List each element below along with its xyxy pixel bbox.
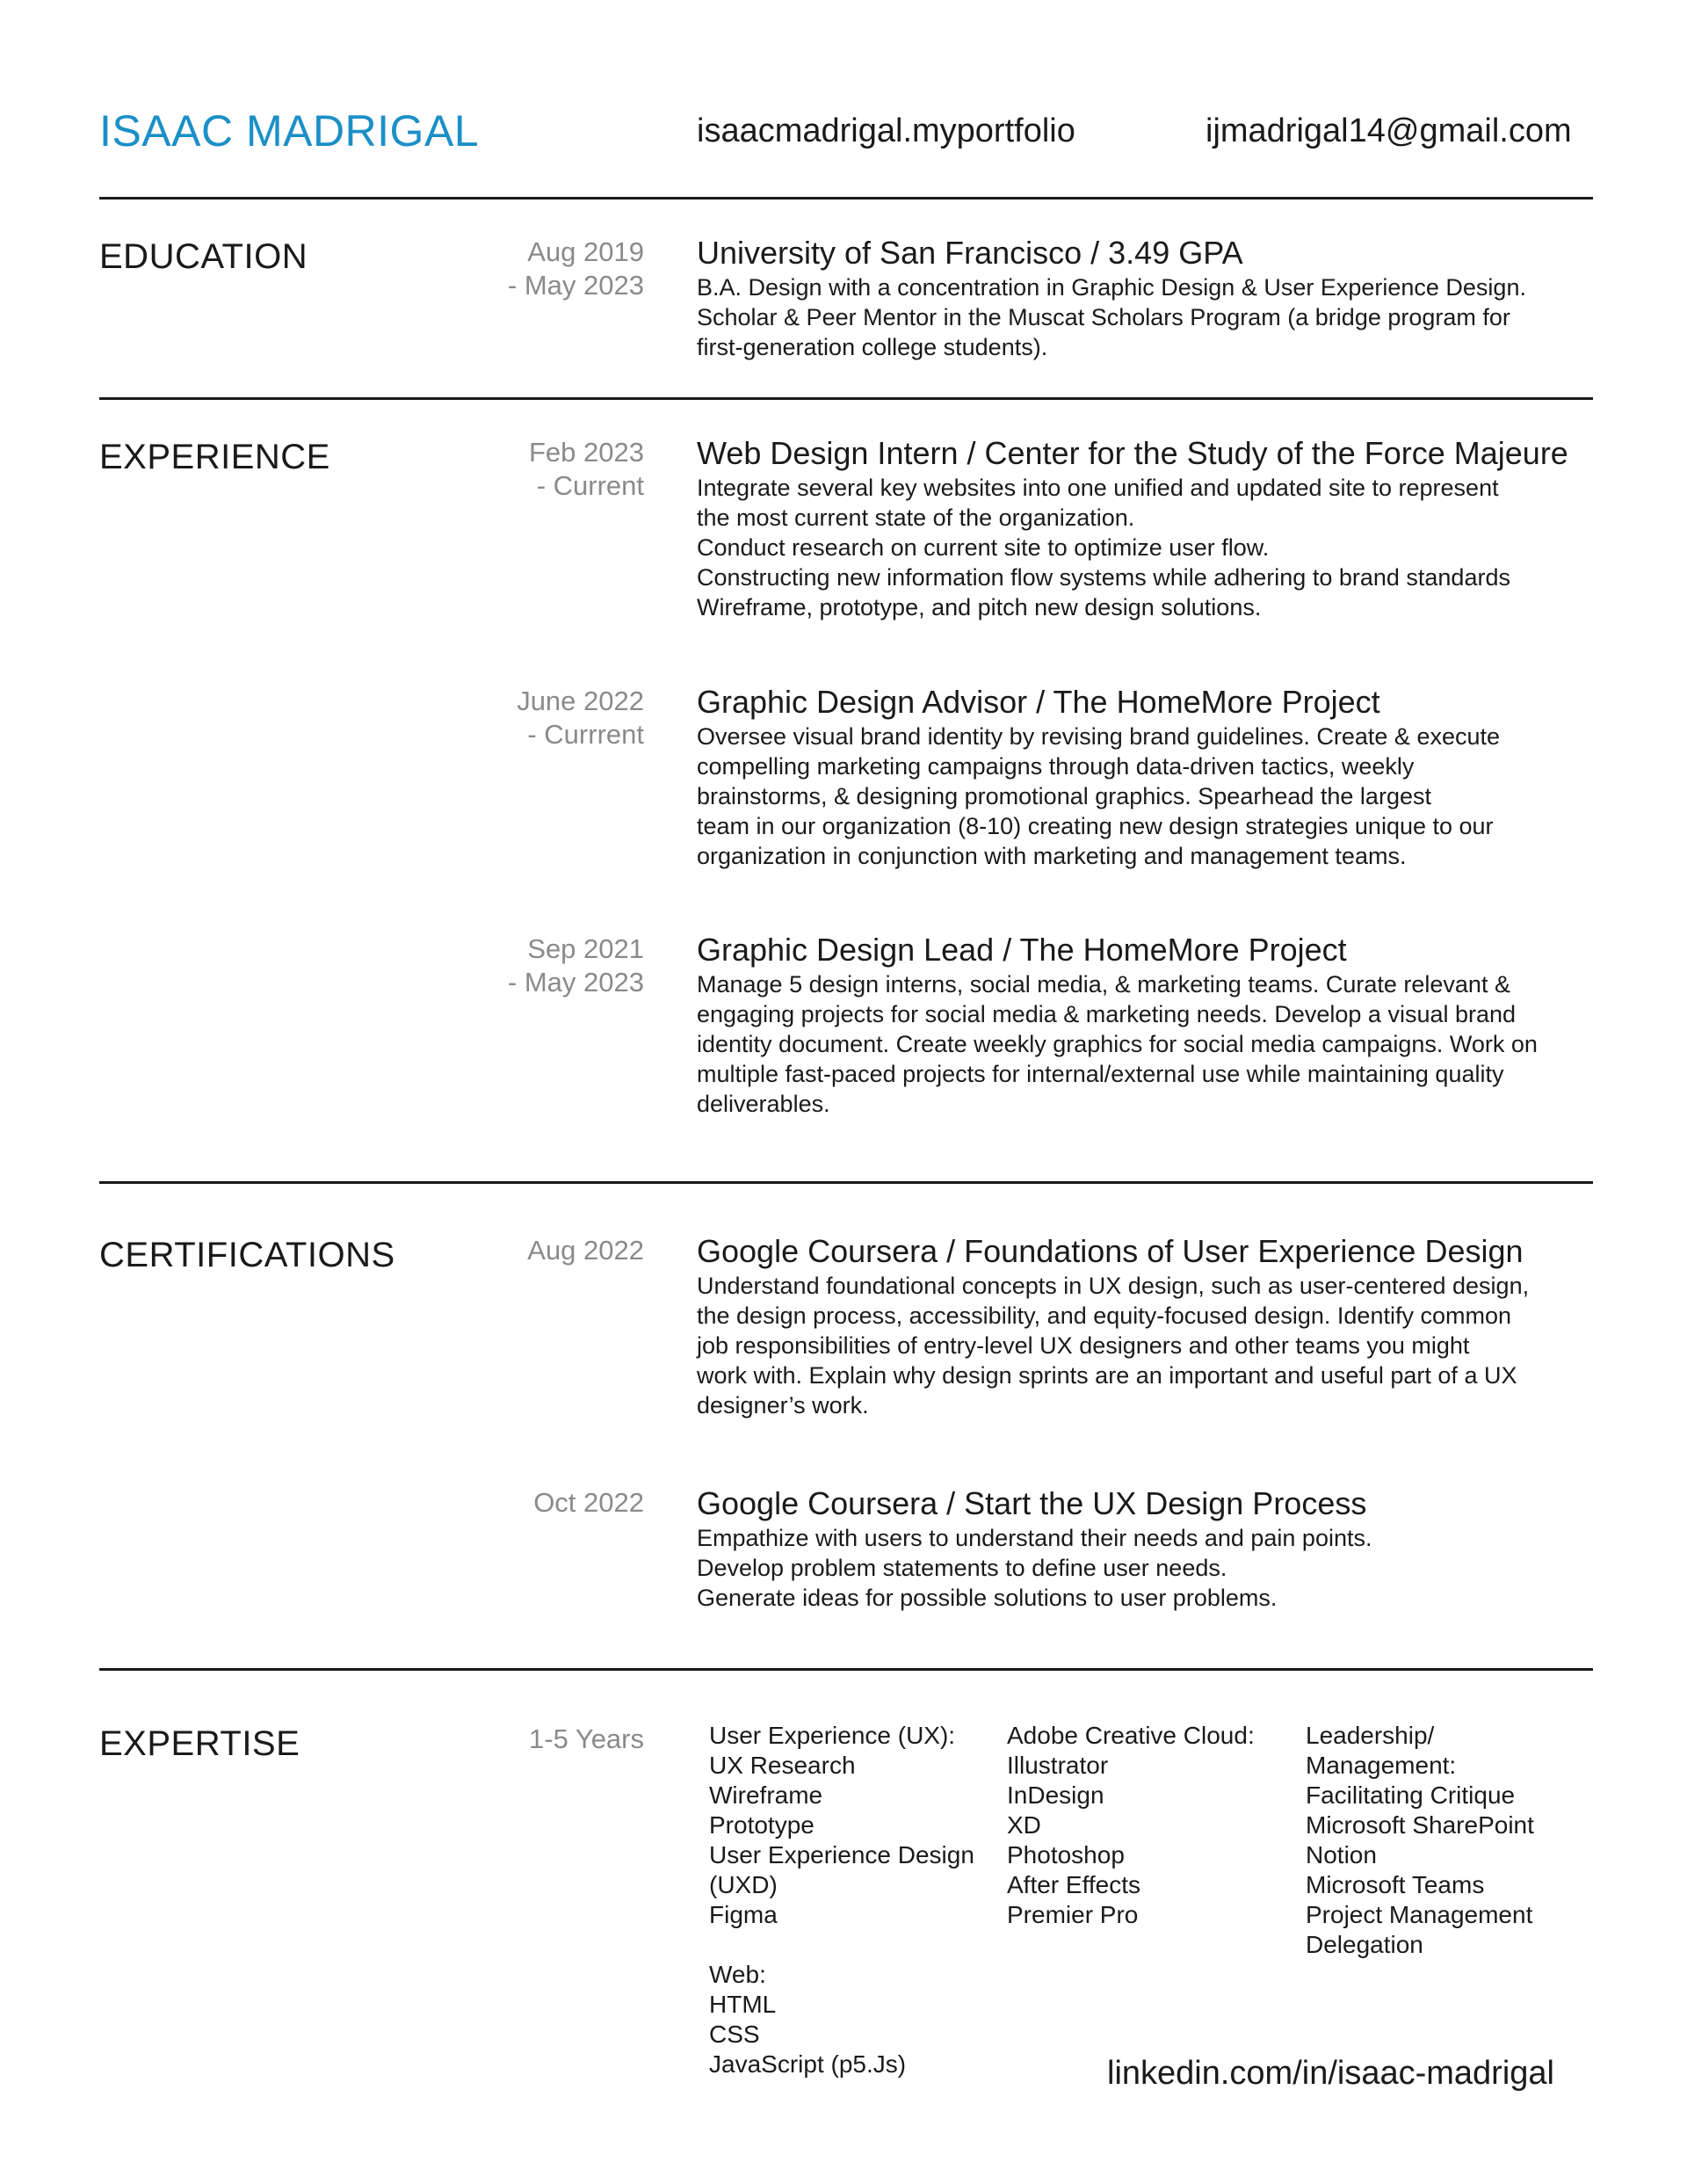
- portfolio-link[interactable]: isaacmadrigal.myportfolio: [697, 112, 1075, 149]
- section-divider: [99, 1668, 1593, 1671]
- entry-title: Graphic Design Lead / The HomeMore Project: [697, 932, 1347, 968]
- entry-date: Aug 2022: [527, 1235, 644, 1266]
- expertise-duration: 1-5 Years: [529, 1723, 644, 1754]
- certification-entry: [697, 1484, 1602, 1613]
- section-divider: [99, 1181, 1593, 1184]
- entry-title: Graphic Design Advisor / The HomeMore Project: [697, 684, 1380, 720]
- entry-description: Manage 5 design interns, social media, & marketing teams. Curate relevant & engaging projects for social media & marketing needs. Develop a visual brand identity document. Create weekly graphics for social media campaigns. Work on multiple fast-paced projects for internal/external use while maintaining quality deliverables.: [697, 971, 1538, 1117]
- entry-date: Oct 2022: [533, 1487, 644, 1518]
- entry-date: Aug 2019 - May 2023: [507, 236, 644, 301]
- experience-entry: [697, 931, 1602, 1119]
- expertise-column-adobe: Adobe Creative Cloud: Illustrator InDesign XD Photoshop After Effects Premier Pro: [1007, 1722, 1255, 1928]
- certification-entry: [697, 1232, 1602, 1420]
- section-title-experience: EXPERIENCE: [99, 438, 330, 476]
- entry-description: B.A. Design with a concentration in Graphic Design & User Experience Design. Scholar & Peer Mentor in the Muscat Scholars Program (a bridge program for first-generation college students).: [697, 274, 1526, 360]
- entry-description: Understand foundational concepts in UX design, such as user-centered design, the design process, accessibility, and equity-focused design. Identify common job responsibilities of entry-level UX designers and other teams you might work with. Explain why design sprints are an important and useful part of a UX designer’s work.: [697, 1273, 1530, 1419]
- section-divider: [99, 197, 1593, 200]
- section-title-education: EDUCATION: [99, 237, 308, 276]
- entry-description: Empathize with users to understand their needs and pain points. Develop problem statements to define user needs. Generate ideas for possible solutions to user problems.: [697, 1525, 1372, 1611]
- entry-date: Sep 2021 - May 2023: [507, 933, 644, 998]
- entry-title: Web Design Intern / Center for the Study of the Force Majeure: [697, 435, 1568, 471]
- experience-entry: [697, 683, 1602, 871]
- resume-name: ISAAC MADRIGAL: [99, 106, 480, 156]
- entry-title: Google Coursera / Start the UX Design Process: [697, 1485, 1367, 1521]
- entry-date: Feb 2023 - Current: [529, 437, 644, 501]
- expertise-column-ux: User Experience (UX): UX Research Wireframe Prototype User Experience Design (UXD) Figma Web: HTML CSS JavaScript (p5.Js): [709, 1722, 974, 2078]
- experience-entry: [697, 434, 1602, 622]
- section-title-certifications: CERTIFICATIONS: [99, 1236, 395, 1274]
- education-entry: [697, 234, 1602, 362]
- entry-title: Google Coursera / Foundations of User Experience Design: [697, 1233, 1524, 1269]
- section-title-expertise: EXPERTISE: [99, 1724, 300, 1763]
- entry-description: Integrate several key websites into one unified and updated site to represent the most current state of the organization. Conduct research on current site to optimize user flow. Constructing new information flow systems while adhering to brand standards Wireframe, prototype, and pitch new design solutions.: [697, 475, 1510, 620]
- section-divider: [99, 397, 1593, 400]
- expertise-column-leadership: Leadership/ Management: Facilitating Critique Microsoft SharePoint Notion Microsoft Teams Project Management Delegation: [1306, 1722, 1534, 1958]
- entry-title: University of San Francisco / 3.49 GPA: [697, 235, 1243, 271]
- email-link[interactable]: ijmadrigal14@gmail.com: [1206, 112, 1572, 149]
- linkedin-link[interactable]: linkedin.com/in/isaac-madrigal: [1107, 2055, 1554, 2092]
- entry-date: June 2022 - Currrent: [517, 686, 644, 750]
- entry-description: Oversee visual brand identity by revising brand guidelines. Create & execute compelling marketing campaigns through data-driven tactics, weekly brainstorms, & designing promotional graphics. Spearhead the largest team in our organization (8-10) creating new design strategies unique to our organization in conjunction with marketing and management teams.: [697, 723, 1501, 869]
